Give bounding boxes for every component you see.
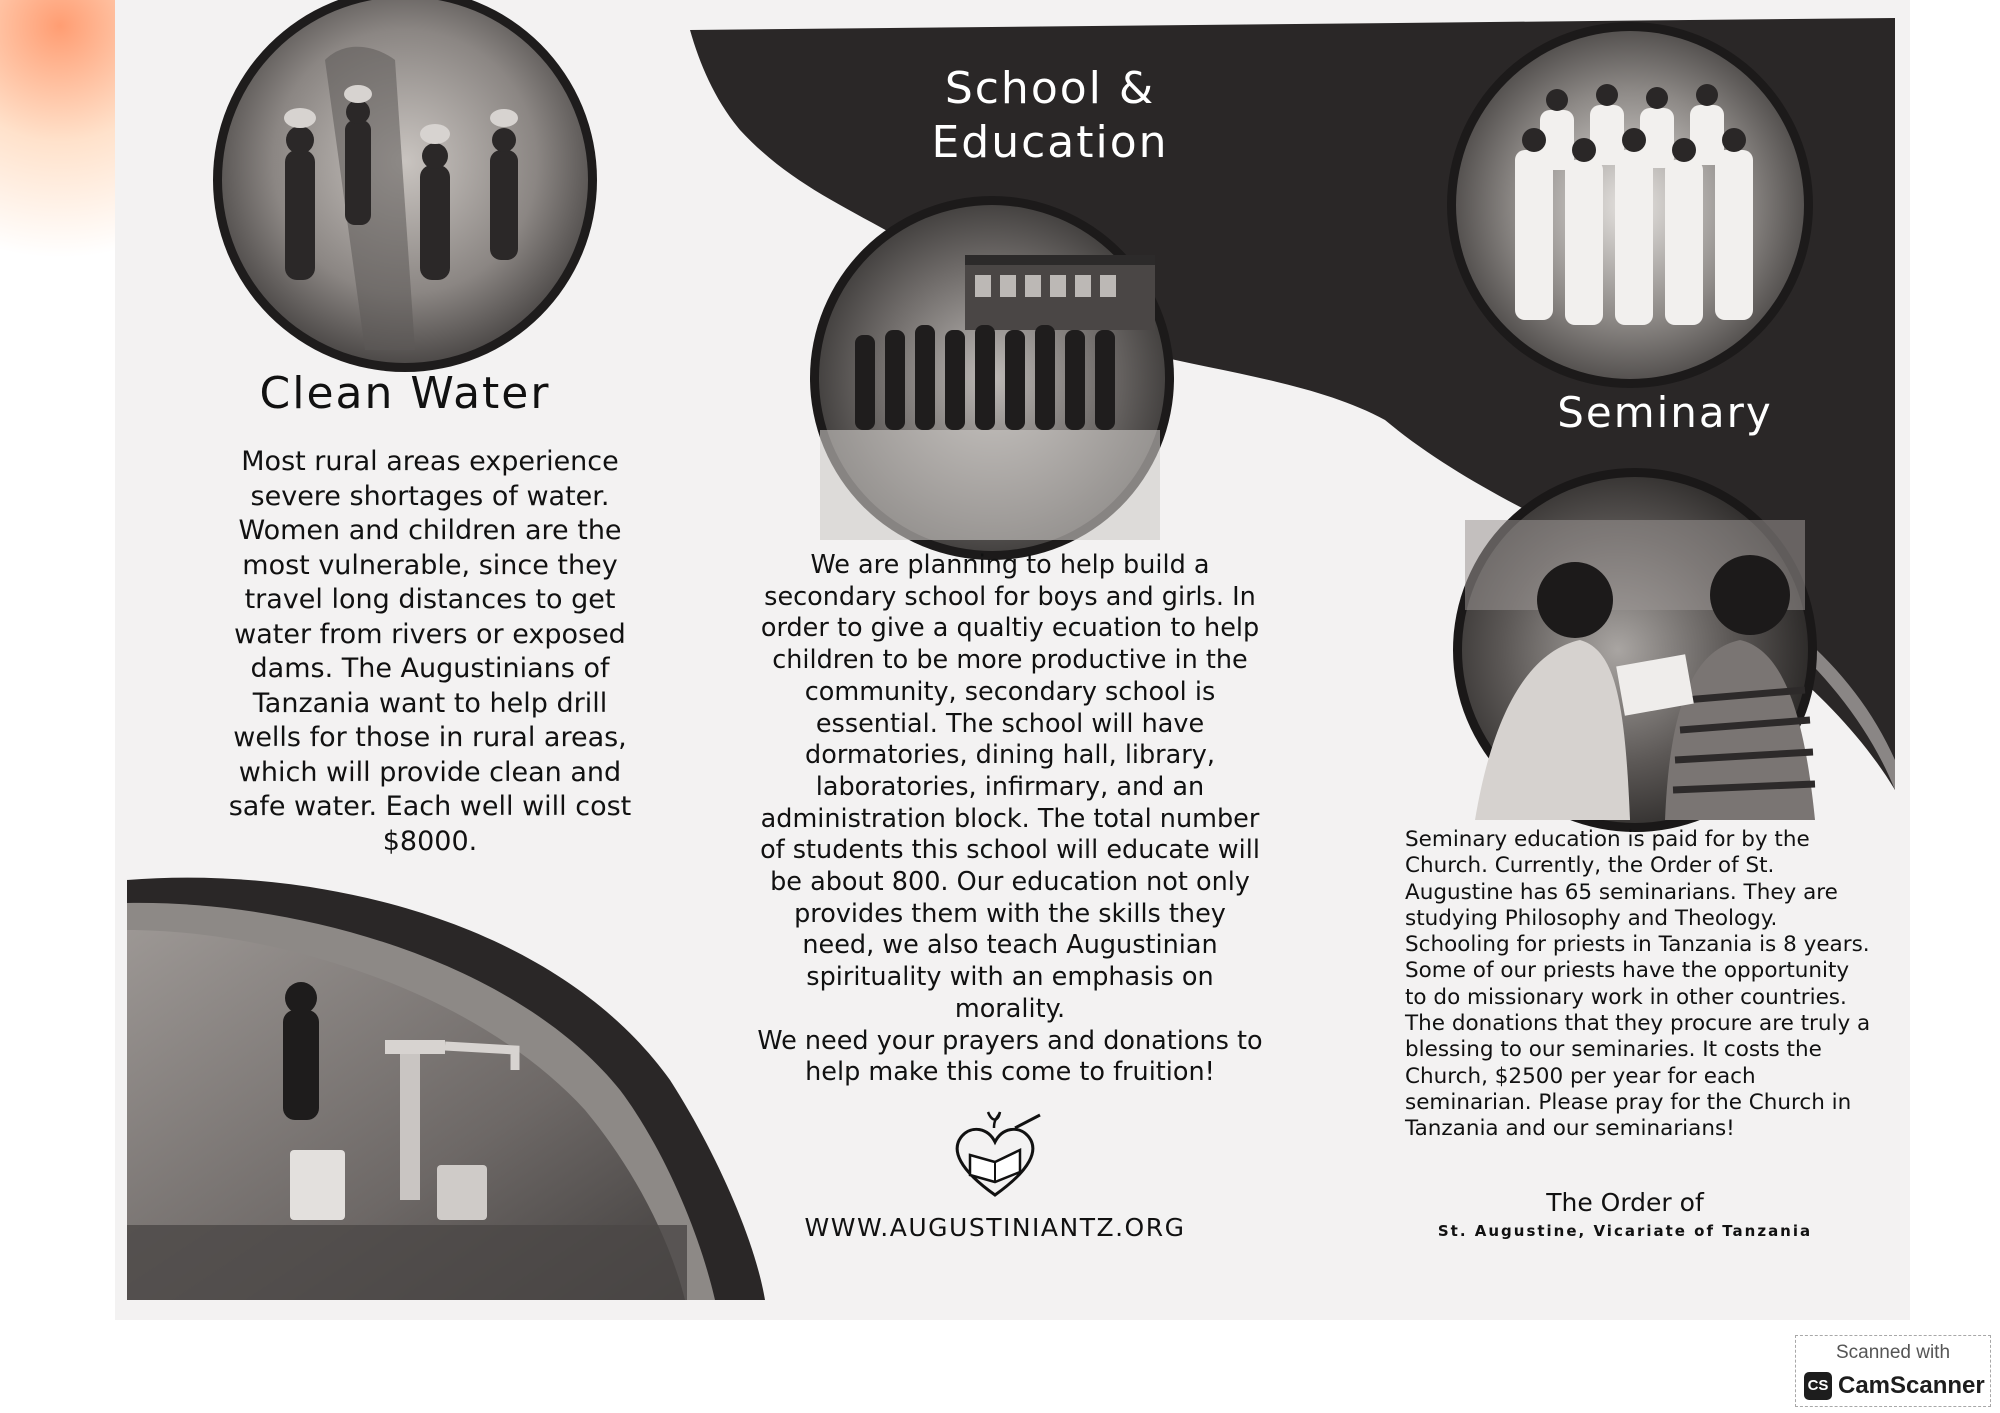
- school-title-line2: Education: [931, 117, 1169, 168]
- brochure-sheet: [115, 0, 1910, 1320]
- school-education-title: [880, 62, 1220, 170]
- camscanner-badge: [1795, 1335, 1991, 1407]
- seminary-title: Seminary: [1557, 388, 1773, 437]
- clean-water-photo: [213, 0, 597, 372]
- water-pump-photo: [127, 878, 765, 1300]
- scanned-with-label: Scanned with: [1835, 1342, 1951, 1363]
- seminary-body: Seminary education is paid for by the Church. Currently, the Order of St. Augustine has 65 seminarians. They are studying Philosophy and Theology. Schooling for priests in Tanzania is 8 years. Some of our priests have the opportunity to do missionary work in other countries. The donations that they procure are truly a blessing to our seminaries. It costs the Church, $2500 per year for each seminarian. Please pray for the Church in Tanzania and our seminarians!: [1405, 827, 1871, 1142]
- seminary-study-photo: [1453, 468, 1817, 832]
- augustinian-heart-book-icon: [940, 1100, 1050, 1210]
- clean-water-body: Most rural areas experience severe shortages of water. Women and children are the most vulnerable, since they travel long distances to get water from rivers or exposed dams. The Augustinians of Tanzania want to help drill wells for those in rural areas, which will provide clean and safe water. Each well will cost $8000.: [228, 446, 632, 857]
- camscanner-brand: CamScanner: [1838, 1372, 1985, 1399]
- school-photo: [810, 196, 1174, 560]
- website-link[interactable]: WWW.AUGUSTINIANTZ.ORG: [804, 1213, 1186, 1242]
- org-name-line2: St. Augustine, Vicariate of Tanzania: [1437, 1222, 1813, 1240]
- school-title-line1: School &: [944, 63, 1156, 114]
- seminarians-photo: [1447, 22, 1813, 388]
- clean-water-title: Clean Water: [259, 368, 551, 419]
- school-description: We are planning to help build a secondary school for boys and girls. In order to give a qualtiy ecuation to help children to be more productive in the community, secondary school is essential. The school will have dormatories, dining hall, library, laboratories, infirmary, and an administration block. The total number of students this school will educate will be about 800. Our education not only provides them with the skills they need, we also teach Augustinian spirituality with an emphasis on morality.: [760, 550, 1260, 1024]
- org-name-line1: The Order of: [1546, 1188, 1704, 1217]
- camscanner-logo-icon: CS: [1804, 1372, 1832, 1400]
- school-appeal: We need your prayers and donations to help make this come to fruition!: [757, 1025, 1263, 1088]
- school-body: [755, 550, 1265, 1089]
